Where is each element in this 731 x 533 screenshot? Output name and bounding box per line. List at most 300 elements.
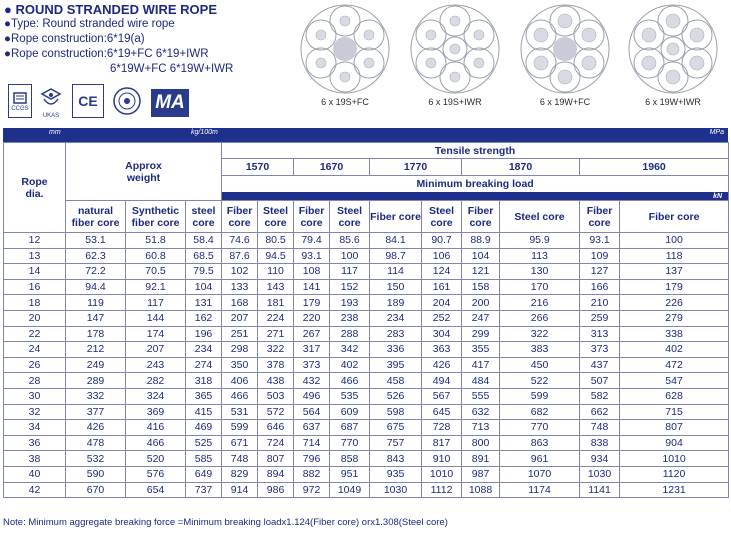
table-cell: 317: [294, 342, 330, 358]
table-cell: 117: [330, 264, 370, 280]
table-cell: 525: [186, 435, 222, 451]
table-cell: 249: [66, 357, 126, 373]
grade-1770: 1770: [370, 159, 462, 176]
rope-dia-cell: 14: [4, 264, 66, 280]
table-cell: 373: [294, 357, 330, 373]
table-cell: 807: [620, 420, 729, 436]
table-cell: 251: [222, 326, 258, 342]
table-cell: 92.1: [126, 279, 186, 295]
table-cell: 671: [222, 435, 258, 451]
table-cell: 829: [222, 466, 258, 482]
table-cell: 104: [186, 279, 222, 295]
table-cell: 961: [500, 451, 580, 467]
table-cell: 637: [294, 420, 330, 436]
table-cell: 576: [126, 466, 186, 482]
table-cell: 858: [330, 451, 370, 467]
table-cell: 426: [66, 420, 126, 436]
table-cell: 687: [330, 420, 370, 436]
table-cell: 162: [186, 310, 222, 326]
grade-1960: 1960: [580, 159, 729, 176]
table-row: [4, 420, 729, 436]
table-cell: 547: [620, 373, 729, 389]
table-cell: 170: [500, 279, 580, 295]
table-cell: 143: [258, 279, 294, 295]
table-cell: 342: [330, 342, 370, 358]
table-cell: 51.8: [126, 233, 186, 249]
table-cell: 904: [620, 435, 729, 451]
table-cell: 189: [370, 295, 422, 311]
table-row: [4, 404, 729, 420]
table-cell: 796: [294, 451, 330, 467]
sub-header-row: [4, 201, 729, 233]
table-cell: 100: [620, 233, 729, 249]
table-cell: 406: [222, 373, 258, 389]
rope-dia-cell: 26: [4, 357, 66, 373]
col-synthetic-fiber-core: Synthetic fiber core: [126, 201, 186, 233]
col-1770-fiber: Fiber core: [370, 201, 422, 233]
table-cell: 68.5: [186, 248, 222, 264]
min-breaking-load-header: Minimum breaking load kN: [222, 176, 729, 201]
table-cell: 234: [186, 342, 222, 358]
table-cell: 1120: [620, 466, 729, 482]
table-cell: 104: [462, 248, 500, 264]
rope-6x19s-iwr: [400, 3, 510, 107]
rope-dia-cell: 28: [4, 373, 66, 389]
table-cell: 1030: [370, 482, 422, 498]
rope-cross-sections: [290, 3, 730, 123]
rope-dia-cell: 42: [4, 482, 66, 498]
table-cell: 79.5: [186, 264, 222, 280]
table-cell: 338: [620, 326, 729, 342]
table-cell: 599: [500, 388, 580, 404]
table-row: [4, 466, 729, 482]
table-cell: 599: [222, 420, 258, 436]
table-cell: 166: [580, 279, 620, 295]
approx-weight-header: Approx weight: [66, 143, 222, 201]
rope-cross-section-icon: [627, 3, 719, 95]
cnas-icon: CCGS: [8, 84, 32, 118]
col-1570-steel: Steel core: [258, 201, 294, 233]
rope-dia-cell: 40: [4, 466, 66, 482]
table-cell: 304: [422, 326, 462, 342]
grade-1570: 1570: [222, 159, 294, 176]
table-row: [4, 279, 729, 295]
table-cell: 598: [370, 404, 422, 420]
table-row: [4, 373, 729, 389]
table-cell: 85.6: [330, 233, 370, 249]
table-cell: 130: [500, 264, 580, 280]
table-cell: 94.4: [66, 279, 126, 295]
table-cell: 283: [370, 326, 422, 342]
table-cell: 147: [66, 310, 126, 326]
rope-dia-cell: 36: [4, 435, 66, 451]
table-cell: 1070: [500, 466, 580, 482]
table-cell: 220: [294, 310, 330, 326]
table-cell: 770: [500, 420, 580, 436]
table-cell: 298: [222, 342, 258, 358]
table-cell: 70.5: [126, 264, 186, 280]
table-cell: 106: [422, 248, 462, 264]
table-cell: 216: [500, 295, 580, 311]
rope-cross-section-icon: [409, 3, 501, 95]
table-cell: 72.2: [66, 264, 126, 280]
table-row: [4, 388, 729, 404]
table-cell: 158: [462, 279, 500, 295]
table-cell: 522: [500, 373, 580, 389]
table-cell: 863: [500, 435, 580, 451]
footnote: Note: Minimum aggregate breaking force =Minimum breaking loadx1.124(Fiber core) orx1.308(Steel core): [3, 517, 448, 528]
table-cell: 807: [258, 451, 294, 467]
col-1870-steel: Steel core: [500, 201, 580, 233]
ukas-icon: UKAS: [38, 84, 64, 122]
table-cell: 450: [500, 357, 580, 373]
table-cell: 124: [422, 264, 462, 280]
table-cell: 224: [258, 310, 294, 326]
table-cell: 87.6: [222, 248, 258, 264]
table-cell: 682: [500, 404, 580, 420]
table-cell: 247: [462, 310, 500, 326]
table-cell: 466: [126, 435, 186, 451]
table-cell: 196: [186, 326, 222, 342]
table-row: [4, 248, 729, 264]
table-cell: 503: [258, 388, 294, 404]
rope-cross-section-icon: [519, 3, 611, 95]
table-cell: 152: [330, 279, 370, 295]
table-cell: 238: [330, 310, 370, 326]
rope-dia-cell: 22: [4, 326, 66, 342]
table-cell: 675: [370, 420, 422, 436]
table-cell: 100: [330, 248, 370, 264]
rope-dia-cell: 24: [4, 342, 66, 358]
table-cell: 748: [222, 451, 258, 467]
table-cell: 117: [126, 295, 186, 311]
tensile-strength-header: Tensile strength: [222, 143, 729, 159]
table-cell: 378: [258, 357, 294, 373]
table-cell: 654: [126, 482, 186, 498]
table-cell: 526: [370, 388, 422, 404]
table-cell: 645: [422, 404, 462, 420]
table-cell: 313: [580, 326, 620, 342]
table-cell: 88.9: [462, 233, 500, 249]
table-cell: 590: [66, 466, 126, 482]
table-cell: 395: [370, 357, 422, 373]
table-cell: 279: [620, 310, 729, 326]
table-cell: 168: [222, 295, 258, 311]
table-cell: 728: [422, 420, 462, 436]
table-row: [4, 233, 729, 249]
unit-mm: mm: [49, 129, 61, 136]
table-cell: 494: [422, 373, 462, 389]
table-cell: 243: [126, 357, 186, 373]
table-cell: 737: [186, 482, 222, 498]
table-row: [4, 326, 729, 342]
rope-dia-cell: 32: [4, 404, 66, 420]
table-cell: 987: [462, 466, 500, 482]
unit-band: [3, 128, 728, 142]
table-cell: 438: [258, 373, 294, 389]
table-cell: 713: [462, 420, 500, 436]
table-cell: 715: [620, 404, 729, 420]
table-cell: 1049: [330, 482, 370, 498]
table-cell: 322: [258, 342, 294, 358]
page-title: ● ROUND STRANDED WIRE ROPE: [4, 2, 217, 17]
col-1960-fiber-2: Fiber core: [620, 201, 729, 233]
table-cell: 891: [462, 451, 500, 467]
table-cell: 373: [580, 342, 620, 358]
table-cell: 628: [620, 388, 729, 404]
rope-cross-section-icon: [299, 3, 391, 95]
table-cell: 210: [580, 295, 620, 311]
unit-kg: kg/100m: [191, 129, 218, 136]
table-cell: 894: [258, 466, 294, 482]
col-natural-fiber-core: natural fiber core: [66, 201, 126, 233]
table-cell: 121: [462, 264, 500, 280]
table-cell: 174: [126, 326, 186, 342]
table-cell: 94.5: [258, 248, 294, 264]
table-cell: 484: [462, 373, 500, 389]
table-row: [4, 451, 729, 467]
table-cell: 178: [66, 326, 126, 342]
table-cell: 838: [580, 435, 620, 451]
table-cell: 259: [580, 310, 620, 326]
table-cell: 520: [126, 451, 186, 467]
table-cell: 567: [422, 388, 462, 404]
table-cell: 350: [222, 357, 258, 373]
table-cell: 496: [294, 388, 330, 404]
construction-line-2b: 6*19W+FC 6*19W+IWR: [110, 63, 234, 75]
table-cell: 466: [330, 373, 370, 389]
unit-kn-band: kN: [222, 192, 728, 200]
table-cell: 1112: [422, 482, 462, 498]
table-row: [4, 310, 729, 326]
col-1670-steel: Steel core: [330, 201, 370, 233]
table-cell: 910: [422, 451, 462, 467]
rope-dia-cell: 16: [4, 279, 66, 295]
table-cell: 53.1: [66, 233, 126, 249]
table-row: [4, 357, 729, 373]
table-cell: 757: [370, 435, 422, 451]
table-cell: 289: [66, 373, 126, 389]
table-cell: 843: [370, 451, 422, 467]
certification-logos: [8, 84, 190, 124]
table-cell: 914: [222, 482, 258, 498]
table-cell: 95.9: [500, 233, 580, 249]
table-cell: 882: [294, 466, 330, 482]
table-cell: 572: [258, 404, 294, 420]
table-cell: 817: [422, 435, 462, 451]
table-cell: 252: [422, 310, 462, 326]
table-cell: 402: [330, 357, 370, 373]
table-cell: 532: [66, 451, 126, 467]
table-cell: 207: [126, 342, 186, 358]
table-cell: 466: [222, 388, 258, 404]
unit-mpa: MPa: [709, 129, 724, 136]
table-cell: 266: [500, 310, 580, 326]
table-cell: 417: [462, 357, 500, 373]
table-cell: 90.7: [422, 233, 462, 249]
table-cell: 507: [580, 373, 620, 389]
table-cell: 934: [580, 451, 620, 467]
table-row: [4, 264, 729, 280]
table-cell: 204: [422, 295, 462, 311]
rope-caption: 6 x 19W+FC: [539, 97, 591, 107]
rope-6x19s-fc: [290, 3, 400, 107]
construction-line-1: ●Rope construction:6*19(a): [4, 33, 145, 45]
table-cell: 582: [580, 388, 620, 404]
rope-dia-cell: 18: [4, 295, 66, 311]
table-cell: 110: [258, 264, 294, 280]
table-cell: 141: [294, 279, 330, 295]
table-cell: 212: [66, 342, 126, 358]
rope-dia-cell: 13: [4, 248, 66, 264]
type-line: ●Type: Round stranded wire rope: [4, 18, 175, 30]
construction-line-2: ●Rope construction:6*19+FC 6*19+IWR: [4, 48, 209, 60]
table-cell: 102: [222, 264, 258, 280]
table-cell: 1030: [580, 466, 620, 482]
rope-caption: 6 x 19S+FC: [321, 97, 369, 107]
table-cell: 770: [330, 435, 370, 451]
table-cell: 79.4: [294, 233, 330, 249]
table-cell: 609: [330, 404, 370, 420]
table-cell: 458: [370, 373, 422, 389]
table-cell: 535: [330, 388, 370, 404]
table-cell: 282: [126, 373, 186, 389]
table-cell: 426: [422, 357, 462, 373]
table-cell: 299: [462, 326, 500, 342]
table-cell: 646: [258, 420, 294, 436]
table-cell: 58.4: [186, 233, 222, 249]
table-cell: 113: [500, 248, 580, 264]
table-cell: 564: [294, 404, 330, 420]
rope-dia-cell: 34: [4, 420, 66, 436]
col-1770-steel: Steel core: [422, 201, 462, 233]
table-cell: 555: [462, 388, 500, 404]
table-cell: 951: [330, 466, 370, 482]
table-body: [4, 233, 729, 498]
table-cell: 377: [66, 404, 126, 420]
grade-1670: 1670: [294, 159, 370, 176]
rope-caption: 6 x 19S+IWR: [428, 97, 482, 107]
table-cell: 226: [620, 295, 729, 311]
table-cell: 200: [462, 295, 500, 311]
seal-icon: [111, 84, 143, 118]
table-cell: 131: [186, 295, 222, 311]
table-cell: 416: [126, 420, 186, 436]
table-cell: 935: [370, 466, 422, 482]
table-cell: 355: [462, 342, 500, 358]
table-cell: 271: [258, 326, 294, 342]
breaking-load-table: [3, 142, 729, 498]
table-cell: 322: [500, 326, 580, 342]
table-cell: 207: [222, 310, 258, 326]
col-1960-fiber: Fiber core: [580, 201, 620, 233]
table-row: [4, 342, 729, 358]
table-cell: 1174: [500, 482, 580, 498]
table-cell: 714: [294, 435, 330, 451]
col-1570-fiber: Fiber core: [222, 201, 258, 233]
rope-6x19w-iwr: [618, 3, 728, 107]
table-cell: 585: [186, 451, 222, 467]
table-cell: 179: [620, 279, 729, 295]
table-cell: 632: [462, 404, 500, 420]
table-cell: 133: [222, 279, 258, 295]
rope-dia-cell: 20: [4, 310, 66, 326]
table-cell: 649: [186, 466, 222, 482]
table-cell: 62.3: [66, 248, 126, 264]
grade-1870: 1870: [462, 159, 580, 176]
table-cell: 144: [126, 310, 186, 326]
ma-icon: MA: [151, 89, 189, 117]
table-cell: 324: [126, 388, 186, 404]
table-cell: 363: [422, 342, 462, 358]
table-cell: 80.5: [258, 233, 294, 249]
rope-dia-cell: 38: [4, 451, 66, 467]
spec-header: [4, 2, 334, 77]
table-cell: 469: [186, 420, 222, 436]
table-cell: 972: [294, 482, 330, 498]
table-cell: 748: [580, 420, 620, 436]
table-cell: 234: [370, 310, 422, 326]
table-cell: 986: [258, 482, 294, 498]
rope-dia-cell: 12: [4, 233, 66, 249]
table-cell: 93.1: [580, 233, 620, 249]
rope-6x19w-fc: [510, 3, 620, 107]
table-cell: 402: [620, 342, 729, 358]
table-cell: 662: [580, 404, 620, 420]
table-cell: 150: [370, 279, 422, 295]
table-cell: 369: [126, 404, 186, 420]
table-cell: 267: [294, 326, 330, 342]
table-cell: 127: [580, 264, 620, 280]
table-cell: 1231: [620, 482, 729, 498]
table-row: [4, 295, 729, 311]
table-cell: 383: [500, 342, 580, 358]
table-cell: 432: [294, 373, 330, 389]
rope-caption: 6 x 19W+IWR: [645, 97, 701, 107]
table-cell: 193: [330, 295, 370, 311]
table-cell: 1010: [620, 451, 729, 467]
table-cell: 1088: [462, 482, 500, 498]
table-cell: 1141: [580, 482, 620, 498]
table-cell: 98.7: [370, 248, 422, 264]
table-cell: 108: [294, 264, 330, 280]
table-row: [4, 435, 729, 451]
table-cell: 161: [422, 279, 462, 295]
table-cell: 670: [66, 482, 126, 498]
table-cell: 1010: [422, 466, 462, 482]
table-cell: 365: [186, 388, 222, 404]
table-cell: 531: [222, 404, 258, 420]
table-cell: 478: [66, 435, 126, 451]
specification-table: [3, 128, 728, 498]
table-cell: 109: [580, 248, 620, 264]
table-cell: 336: [370, 342, 422, 358]
table-cell: 74.6: [222, 233, 258, 249]
table-cell: 724: [258, 435, 294, 451]
col-steel-core: steel core: [186, 201, 222, 233]
table-row: [4, 482, 729, 498]
table-cell: 288: [330, 326, 370, 342]
rope-dia-header: Rope dia.: [4, 143, 66, 233]
col-1670-fiber: Fiber core: [294, 201, 330, 233]
table-cell: 472: [620, 357, 729, 373]
table-cell: 114: [370, 264, 422, 280]
table-cell: 118: [620, 248, 729, 264]
table-cell: 60.8: [126, 248, 186, 264]
table-cell: 318: [186, 373, 222, 389]
table-cell: 179: [294, 295, 330, 311]
table-cell: 800: [462, 435, 500, 451]
